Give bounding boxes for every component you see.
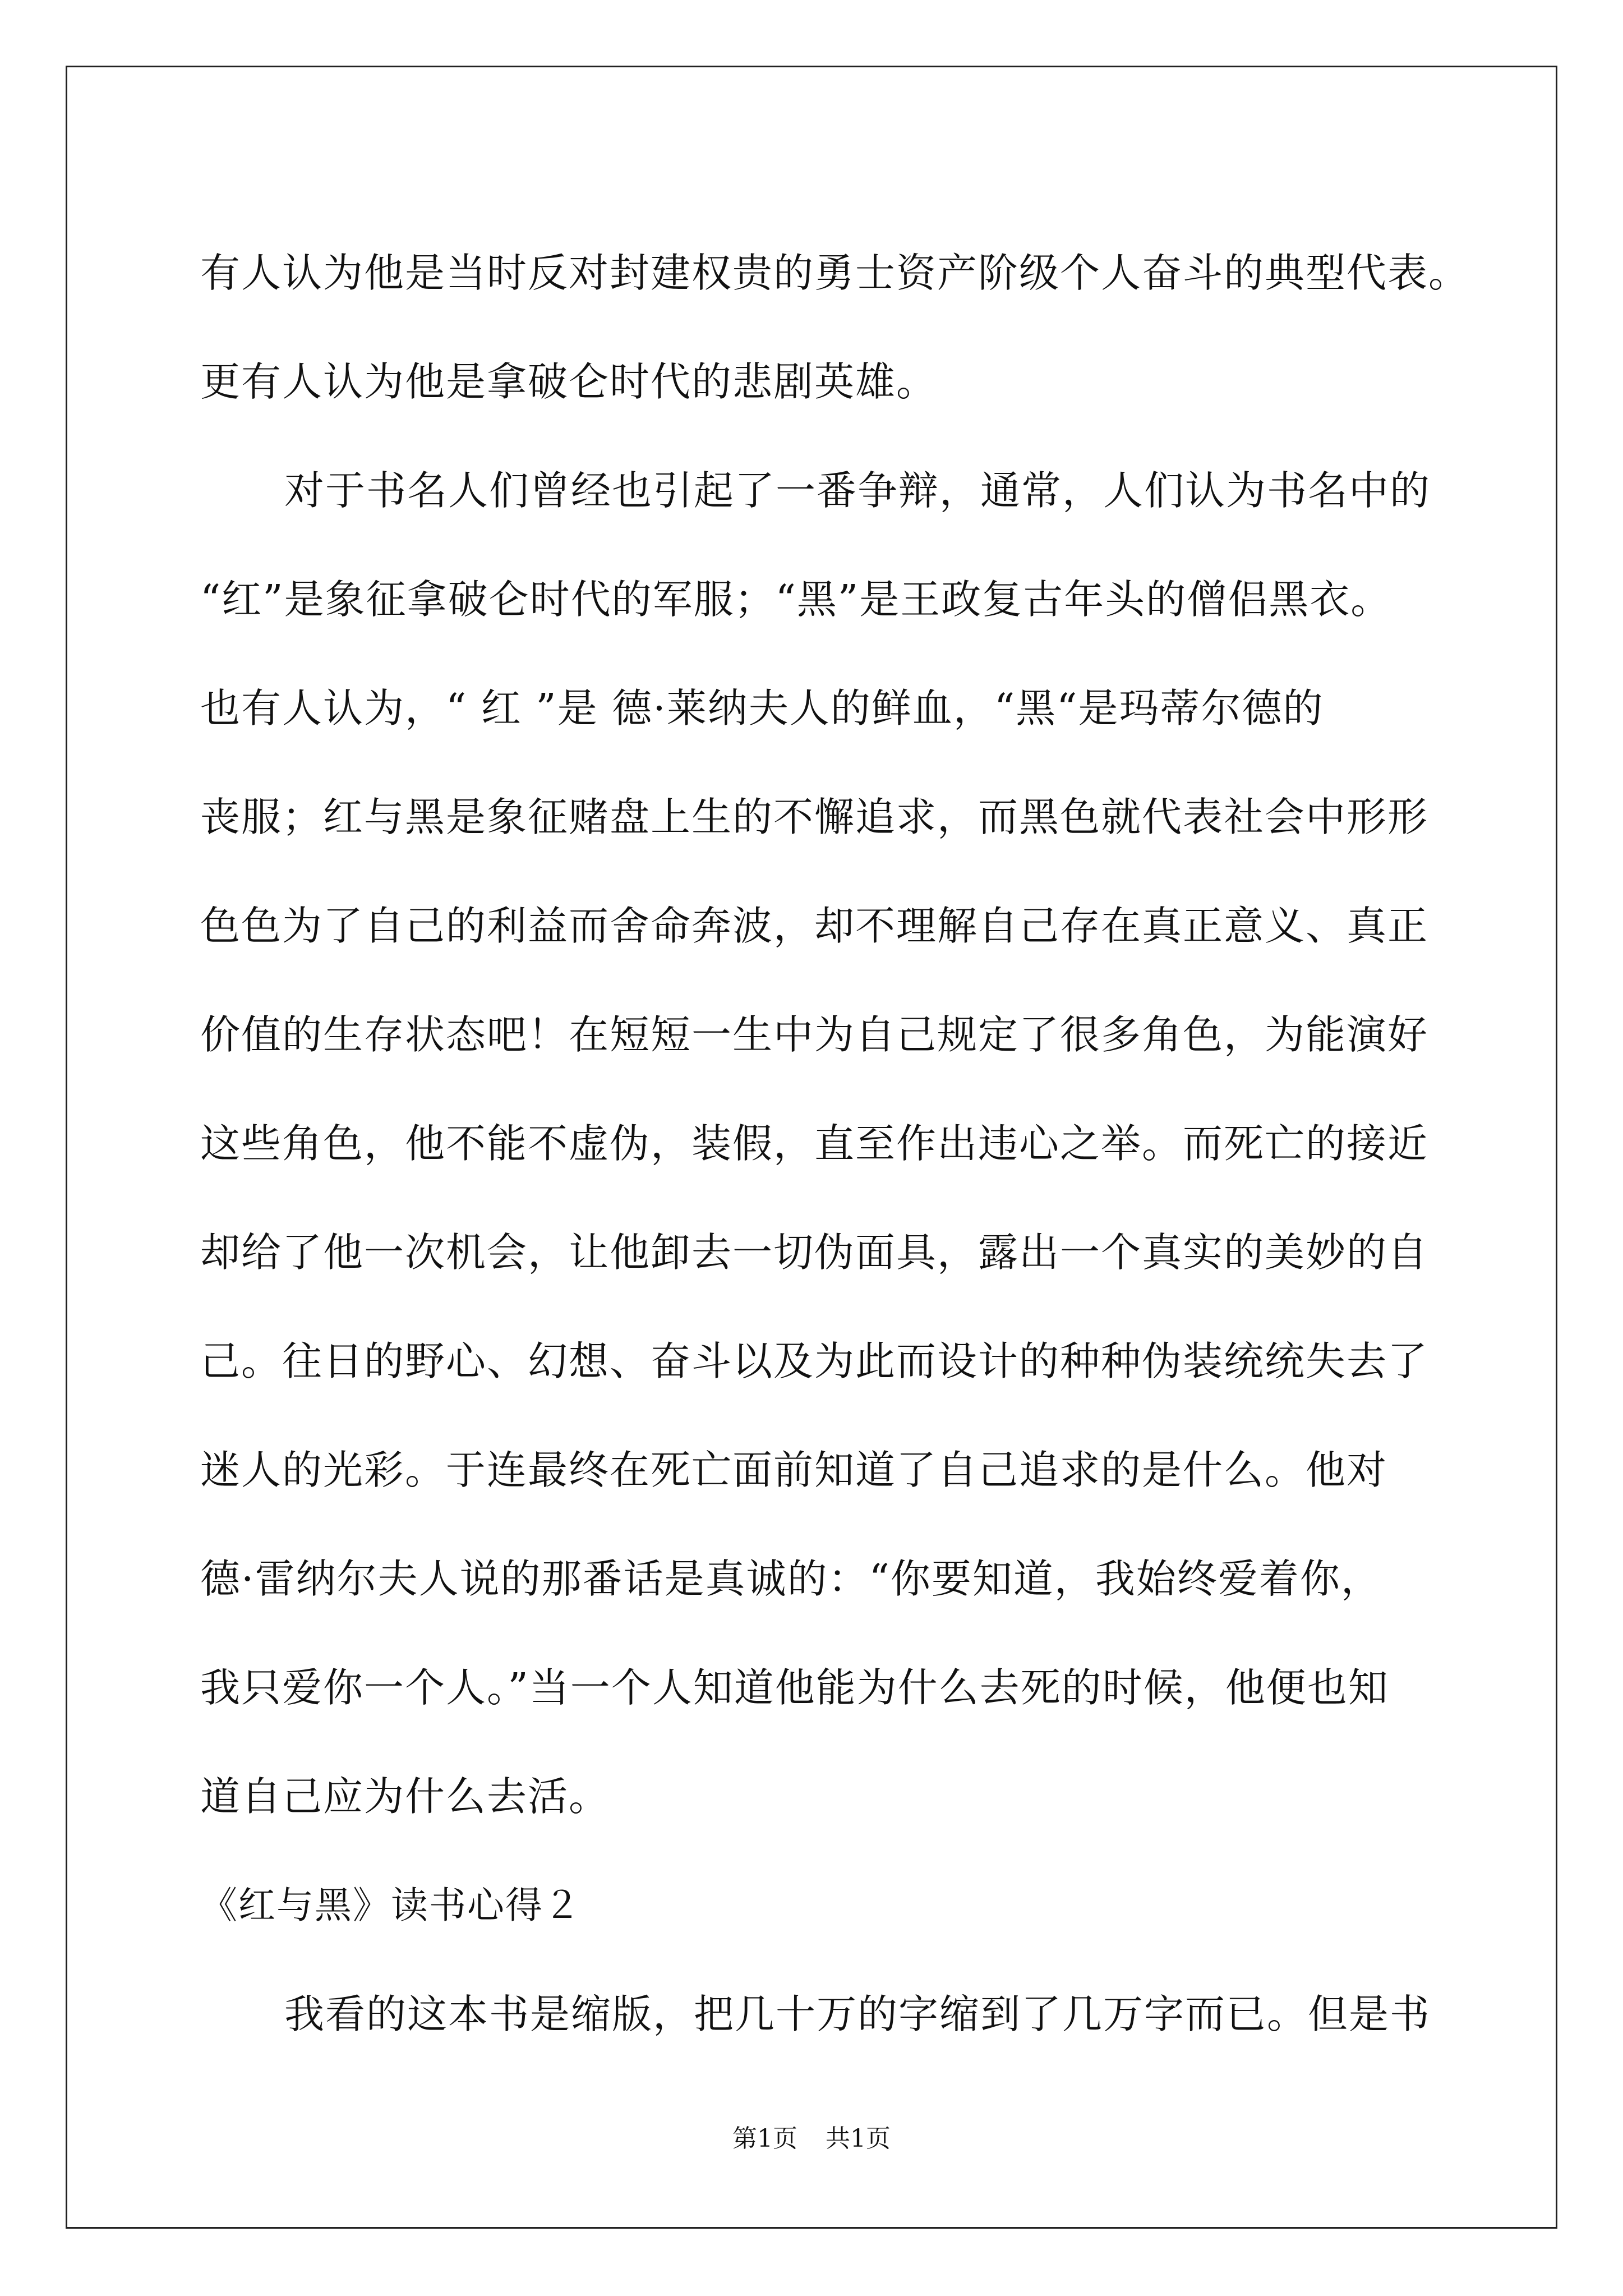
body-line: 迷人的光彩。于连最终在死亡面前知道了自己追求的是什么。他对	[200, 1447, 1388, 1493]
body-line: 色色为了自己的利益而舍命奔波，却不理解自己存在真正意义、真正	[200, 903, 1429, 949]
body-line: 这些角色，他不能不虚伪，装假，直至作出违心之举。而死亡的接近	[200, 1120, 1429, 1167]
body-line: 价值的生存状态吧！在短短一生中为自己规定了很多角色，为能演好	[200, 1011, 1429, 1058]
body-line: 己。往日的野心、幻想、奋斗以及为此而设计的种种伪装统统失去了	[200, 1338, 1429, 1384]
body-line: 我只爱你一个人。”当一个人知道他能为什么去死的时候，他便也知	[200, 1664, 1389, 1711]
body-line: 丧服；红与黑是象征赌盘上生的不懈追求，而黑色就代表社会中形形	[200, 794, 1429, 840]
body-line: 对于书名人们曾经也引起了一番争辩，通常，人们认为书名中的	[284, 467, 1431, 514]
body-line: 道自己应为什么去活。	[200, 1773, 610, 1820]
page-total: 共1页	[826, 2124, 891, 2153]
body-line: 却给了他一次机会，让他卸去一切伪面具，露出一个真实的美妙的自	[200, 1229, 1429, 1276]
section-heading: 《红与黑》读书心得２	[200, 1884, 582, 1927]
page-number: 第1页	[732, 2124, 797, 2153]
document-body	[200, 219, 1470, 2069]
body-line: 有人认为他是当时反对封建权贵的勇士资产阶级个人奋斗的典型代表。	[200, 250, 1470, 296]
body-line: 更有人认为他是拿破仑时代的悲剧英雄。	[200, 358, 938, 405]
body-line: 德·雷纳尔夫人说的那番话是真诚的：“你要知道，我始终爱着你，	[200, 1556, 1382, 1602]
body-line: “红”是象征拿破仑时代的军服；“黑”是王政复古年头的僧侣黑衣。	[200, 576, 1392, 623]
body-line: 我看的这本书是缩版，把几十万的字缩到了几万字而已。但是书	[284, 1991, 1431, 2037]
page-footer	[0, 2122, 1623, 2156]
body-line: 也有人认为，“ 红 ”是 德·莱纳夫人的鲜血，“黑“是玛蒂尔德的	[200, 685, 1324, 731]
